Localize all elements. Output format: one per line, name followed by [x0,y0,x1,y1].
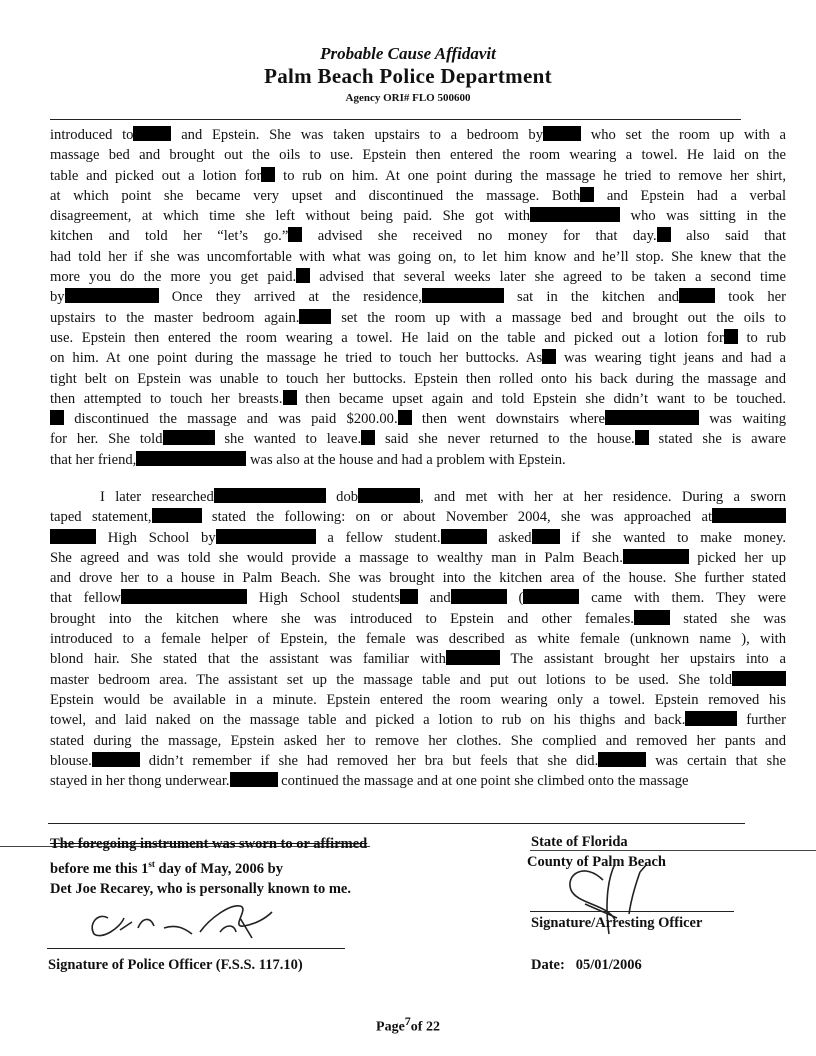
redaction-bar [133,126,171,141]
text-segment: she wanted to leave. [214,431,362,448]
text-segment: discontinued the massage and was paid $200.00. [64,411,398,428]
text-line [50,450,786,470]
text-segment: Epstein would be available in a minute. Epstein entered the room wearing only a towel. Epstein removed his [50,691,786,708]
text-segment: ( [506,590,524,607]
redaction-bar [657,227,671,242]
text-segment: , and met with her at her residence. During a sworn [420,489,787,505]
text-segment: if she wanted to make money. [559,529,786,546]
text-line [50,548,786,568]
text-line [50,507,786,527]
text-line [50,568,786,588]
text-segment: was also at the house and had a problem with Epstein. [246,451,566,468]
redaction-bar [451,589,507,604]
state-underline [530,850,816,851]
text-segment: said she never returned to the house. [375,431,635,448]
signature-date: Date: 05/01/2006 [531,957,642,973]
text-line [50,690,786,710]
text-segment: table and picked out a lotion for [50,167,262,184]
text-line [50,186,786,206]
redaction-bar [65,288,159,303]
text-segment: to rub [737,329,786,346]
redaction-bar [261,167,275,182]
redaction-bar [543,126,581,141]
document-title: Probable Cause Affidavit [320,44,496,63]
redaction-bar [623,549,689,564]
text-segment: sat in the kitchen and [503,289,680,306]
redaction-bar [422,288,504,303]
redaction-bar [532,529,560,544]
redaction-bar [163,430,215,445]
redaction-bar [685,711,737,726]
text-segment: and Epstein. She was taken upstairs to a bedroom by [171,127,543,143]
text-segment: introduced to [50,127,134,143]
text-line [50,369,786,389]
text-segment: brought into the kitchen where she was introduced to Epstein and other females. [50,610,634,627]
text-segment: dob [325,489,359,505]
redaction-bar [712,508,786,523]
text-line [50,166,786,186]
left-signature-line [47,948,345,949]
text-line [50,247,786,267]
redaction-bar [580,187,594,202]
text-segment: continued the massage and at one point she climbed onto the massage [277,773,689,790]
redaction-bar [358,488,420,503]
text-segment: tight belt on Epstein was unable to touch her buttocks. Epstein then rolled onto his back during the massage and [50,370,786,387]
redaction-bar [400,589,418,604]
text-segment: then attempted to touch her breasts. [50,390,283,407]
redaction-bar [605,410,699,425]
text-line [50,206,786,226]
redaction-bar [230,772,278,787]
text-segment: High School students [246,590,400,607]
text-segment: advised that several weeks later she agreed to be taken a second time [310,269,786,286]
text-line [50,308,786,328]
text-segment: blond hair. She stated that the assistant was familiar with [50,651,446,668]
text-line [50,389,786,409]
text-segment: on him. At one point during the massage he tried to touch her buttocks. As [50,350,543,367]
text-segment: asked [486,529,532,546]
text-segment: by [50,289,65,306]
notary-signature [80,888,300,948]
text-segment: and [417,590,451,607]
right-signature-caption: Signature/Arresting Officer [531,915,703,931]
sworn-line-1: The foregoing instrument was sworn to or affirmed [50,836,368,852]
redaction-bar [530,207,620,222]
county-line: County of Palm Beach [527,854,666,870]
sworn-line-2: before me this 1st day of May, 2006 by [50,859,283,877]
text-segment: blouse. [50,752,92,769]
redaction-bar [635,430,649,445]
text-segment: then became upset again and told Epstein she didn’t want to be touched. [296,390,786,407]
redaction-bar [288,227,302,242]
text-segment: upstairs to the master bedroom again. [50,309,300,326]
text-line [50,670,786,690]
text-segment: that her friend, [50,451,137,468]
text-line [50,710,786,730]
text-segment: also said that [670,228,786,245]
narrative-paragraph-2 [50,487,786,791]
department-name: Palm Beach Police Department [264,64,552,88]
redaction-bar [441,529,487,544]
text-segment: disagreement, at which time she left without being paid. She got with [50,208,531,225]
text-segment: stated during the massage, Epstein asked her to remove her clothes. She complied and removed her pants and [50,732,786,749]
redaction-bar [446,650,500,665]
sworn-line-3: Det Joe Recarey, who is personally known to me. [50,880,351,897]
redaction-bar [523,589,579,604]
text-segment: High School by [96,529,216,546]
text-segment: who set the room up with a [581,127,786,143]
right-signature-line [530,911,734,912]
text-line [50,287,786,307]
redaction-bar [283,390,297,405]
redaction-bar [679,288,715,303]
redaction-bar [299,309,331,324]
text-segment: kitchen and told her “let’s go.” [50,228,289,245]
text-line [50,226,786,246]
text-segment: massage bed and brought out the oils to use. Epstein then entered the room wearing a towel. He laid on the [50,147,786,164]
text-segment: then went downstairs where [411,411,606,428]
text-line [50,487,786,507]
redaction-bar [732,671,786,686]
redaction-bar [398,410,412,425]
text-segment: a fellow student. [315,529,441,546]
footer-rule [48,823,745,824]
text-segment: taped statement, [50,509,152,526]
text-line [50,348,786,368]
text-segment: that fellow [50,590,121,607]
text-segment: and drove her to a house in Palm Beach. She was brought into the kitchen area of the house. She further stated [50,570,786,587]
redaction-bar [92,752,140,767]
text-segment: was certain that she [646,752,787,769]
text-segment: who was sitting in the [620,208,786,225]
text-segment: to rub on him. At one point during the massage he tried to remove her shirt, [275,167,786,184]
text-segment: came with them. They were [579,590,786,607]
text-line [50,649,786,669]
text-segment: stated the following: on or about November 2004, she was approached at [201,509,712,526]
text-segment: for her. She told [50,431,163,448]
text-segment: She agreed and was told she would provide a massage to wealthy man in Palm Beach. [50,549,623,566]
text-line [50,267,786,287]
text-line [50,528,786,548]
redaction-bar [136,451,246,466]
redaction-bar [724,329,738,344]
redaction-bar [50,410,64,425]
text-segment: further [737,712,786,729]
page-number: Page$^7$of 22 [376,1014,440,1035]
redaction-bar [361,430,375,445]
redaction-bar [214,488,326,503]
state-line: State of Florida [531,834,628,850]
header-rule [50,119,741,120]
redaction-bar [152,508,202,523]
text-segment: set the room up with a massage bed and brought out the oils to [331,309,786,326]
text-segment: picked her up [688,549,786,566]
text-segment: use. Epstein then entered the room wearing a towel. He laid on the table and picked out a lotion for [50,329,724,346]
text-segment: The assistant brought her upstairs into a [499,651,786,668]
text-segment: at which point she became very upset and discontinued the massage. Both [50,187,581,204]
text-line [50,429,786,449]
redaction-bar [542,349,556,364]
text-segment: I later researched [100,489,214,505]
text-segment: advised she received no money for that day. [302,228,657,245]
left-signature-caption: Signature of Police Officer (F.S.S. 117.10) [48,957,303,973]
text-segment: stayed in her thong underwear. [50,773,230,790]
redaction-bar [50,529,96,544]
redaction-bar [121,589,247,604]
text-segment: master bedroom area. The assistant set up the massage table and put out lotions to be used. She told [50,671,732,688]
agency-ori: Agency ORI# FLO 500600 [345,92,471,104]
text-segment: stated she is aware [648,431,787,448]
text-line [50,125,786,145]
redaction-bar [216,529,316,544]
text-line [50,629,786,649]
text-segment: was waiting [699,411,786,428]
text-segment: Once they arrived at the residence, [158,289,422,306]
text-line [50,731,786,751]
text-segment: towel, and laid naked on the massage table and picked a lotion to rub on his thighs and back. [50,712,686,729]
text-line [50,145,786,165]
redaction-bar [598,752,646,767]
narrative-paragraph-1 [50,125,786,470]
text-segment: was wearing tight jeans and had a [556,350,786,367]
text-line [50,609,786,629]
text-line [50,328,786,348]
text-segment: didn’t remember if she had removed her bra but feels that she did. [139,752,599,769]
text-segment: had told her if she was uncomfortable with what was going on, to let him know and he’ll stop. She knew that the [50,248,786,265]
text-line [50,771,786,791]
text-line [50,751,786,771]
text-line [50,409,786,429]
redaction-bar [634,610,670,625]
text-line [50,588,786,608]
text-segment: took her [715,289,786,306]
text-segment: introduced to a female helper of Epstein, the female was described as white female (unknown name ), with [50,631,786,648]
text-segment: stated she was [669,610,786,627]
text-segment: more you do the more you get paid. [50,269,297,286]
text-segment: and Epstein had a verbal [594,187,786,204]
redaction-bar [296,268,310,283]
